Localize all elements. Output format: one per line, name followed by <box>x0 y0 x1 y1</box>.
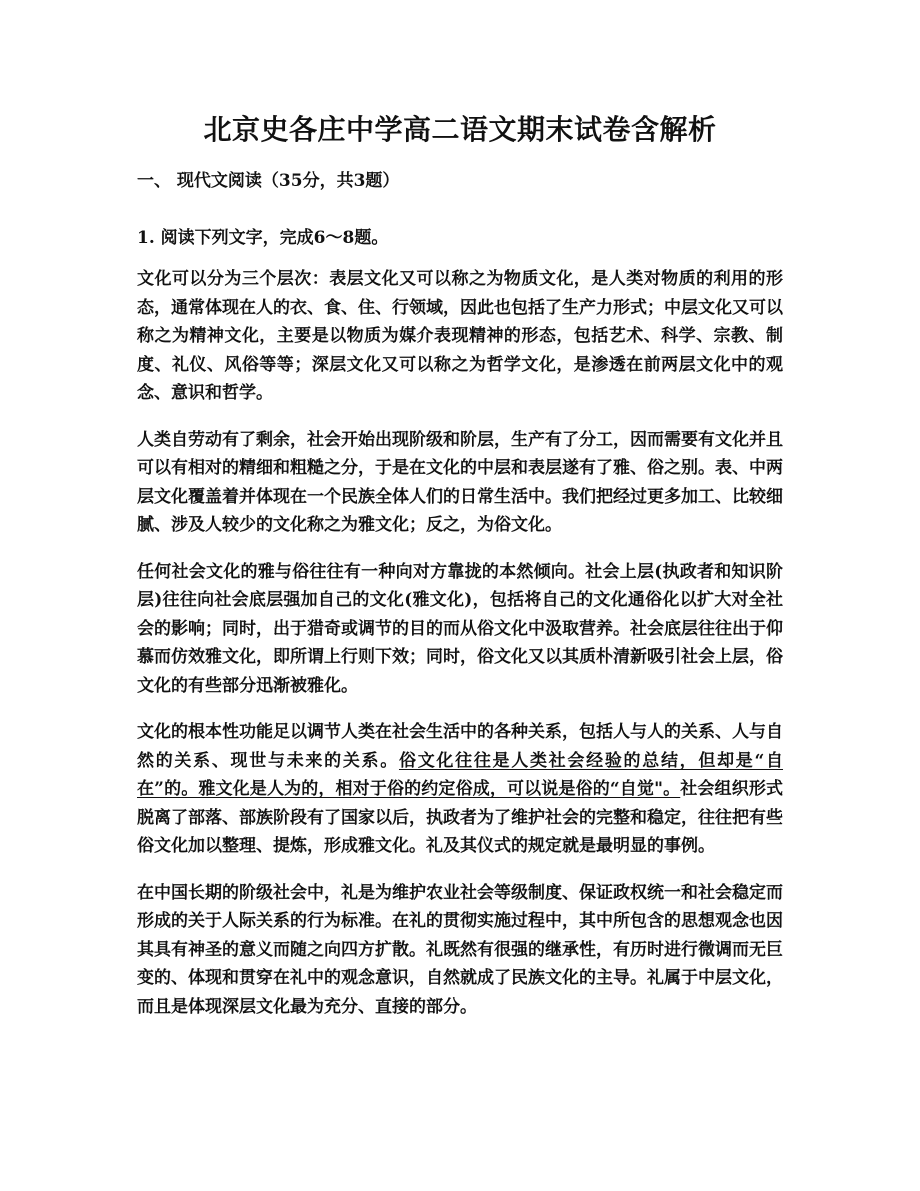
passage-paragraph-4 <box>137 718 783 861</box>
underlined-sentence: 俗文化往往是人类社会经验的总结，但却是“自在”的。雅文化是人为的，相对于俗的约定俗成，可以说是俗的“自觉"。 <box>137 750 784 799</box>
document-title: 北京史各庄中学高二语文期末试卷含解析 <box>203 113 717 146</box>
reading-passage <box>137 265 783 1021</box>
paragraph-4-rest: 社会组织形式脱离了部落、部族阶段有了国家以后，执政者为了维护社会的完整和稳定，往往把有些俗文化加以整理、提炼，形成雅文化。礼及其仪式的规定就是最明显的事例。 <box>137 779 783 856</box>
section-heading: 一、 现代文阅读（35分，共3题） <box>137 171 400 191</box>
passage-paragraph-1: 文化可以分为三个层次：表层文化又可以称之为物质文化，是人类对物质的利用的形态，通常体现在人的衣、食、住、行领域，因此也包括了生产力形式；中层文化又可以称之为精神文化，主要是以物质为媒介表现精神的形态，包括艺术、科学、宗教、制度、礼仪、风俗等等；深层文化又可以称之为哲学文化，是渗透在前两层文化中的观念、意识和哲学。 <box>137 269 783 403</box>
paragraph-4-lead: 文化的根本性功能足以调节人类在社会生活中的各种关系，包括人与人的关系、人与自然的关系、现世与未来的关系。 <box>137 722 783 771</box>
passage-paragraph-2: 人类自劳动有了剩余，社会开始出现阶级和阶层，生产有了分工，因而需要有文化并且可以有相对的精细和粗糙之分，于是在文化的中层和表层遂有了雅、俗之别。表、中两层文化覆盖着并体现在一个民族全体人们的日常生活中。我们把经过更多加工、比较细腻、涉及人较少的文化称之为雅文化；反之，为俗文化。 <box>137 429 783 535</box>
passage-paragraph-3: 任何社会文化的雅与俗往往有一种向对方靠拢的本然倾向。社会上层(执政者和知识阶层)往往向社会底层强加自己的文化(雅文化)，包括将自己的文化通俗化以扩大对全社会的影响；同时，出于猎奇或调节的目的而从俗文化中汲取营养。社会底层往往出于仰慕而仿效雅文化，即所谓上行则下效；同时，俗文化又以其质朴清新吸引社会上层，俗文化的有些部分迅渐被雅化。 <box>137 561 783 696</box>
question-intro: 1. 阅读下列文字，完成6～8题。 <box>137 228 389 248</box>
passage-paragraph-5: 在中国长期的阶级社会中，礼是为维护农业社会等级制度、保证政权统一和社会稳定而形成的关于人际关系的行为标准。在礼的贯彻实施过程中，其中所包含的思想观念也因其具有神圣的意义而随之向四方扩散。礼既然有很强的继承性，有历时进行微调而无巨变的、体现和贯穿在礼中的观念意识，自然就成了民族文化的主导。礼属于中层文化，而且是体现深层文化最为充分、直接的部分。 <box>137 882 783 1017</box>
